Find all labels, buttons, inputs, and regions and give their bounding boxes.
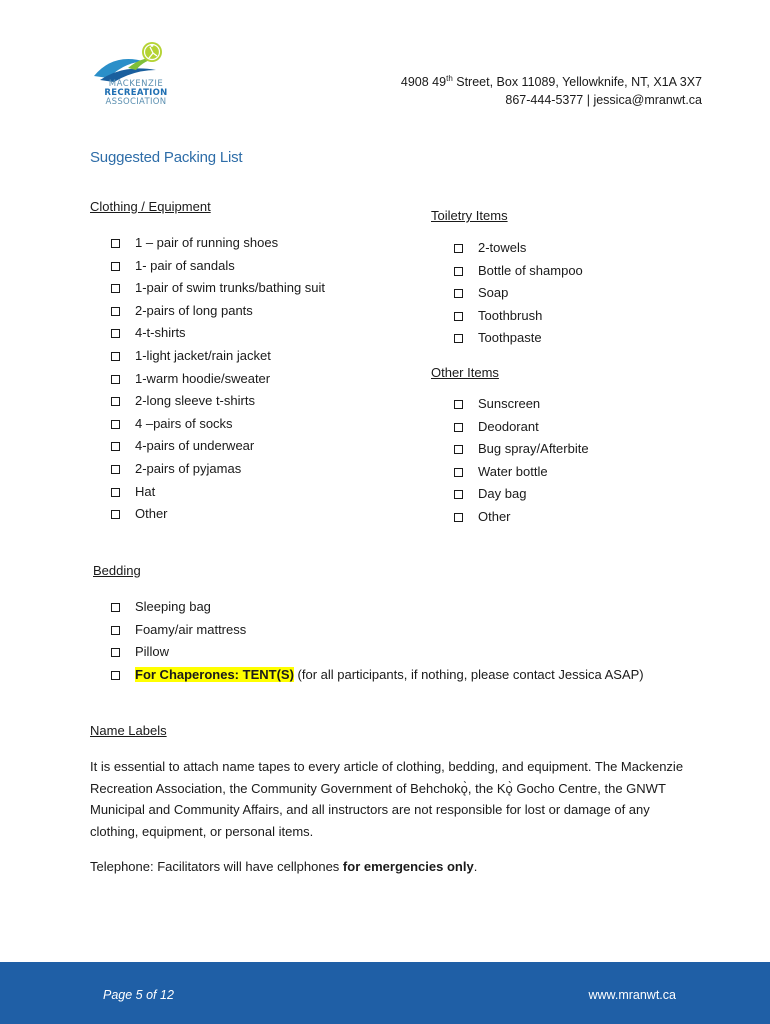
checklist-item-label: Other	[478, 508, 511, 524]
checklist-item	[454, 282, 583, 305]
checklist-item-label: Bottle of shampoo	[478, 262, 583, 278]
chaperone-note: (for all participants, if nothing, please contact Jessica ASAP)	[293, 666, 644, 682]
name-labels-paragraph: It is essential to attach name tapes to every article of clothing, bedding, and equipment. The Mackenzie Recreation Association, the Community Government of Behchokǫ̀, the Kǫ̀ Gocho Centre, the GNWT Municipal and Community Affairs, and all instructors are not responsible for lost or damage of any clothing, equipment, or personal items.	[90, 759, 684, 839]
checkbox-icon[interactable]	[454, 289, 463, 298]
checklist-item-label: Other	[135, 506, 168, 522]
checklist-item	[454, 438, 589, 461]
checklist-item	[111, 413, 325, 436]
checkbox-icon[interactable]	[111, 397, 120, 406]
checklist-item	[454, 237, 583, 260]
checkbox-icon[interactable]	[454, 513, 463, 522]
checkbox-icon[interactable]	[111, 442, 120, 451]
checkbox-icon[interactable]	[111, 262, 120, 271]
checkbox-icon[interactable]	[454, 267, 463, 276]
checklist-item	[111, 300, 325, 323]
toiletry-checklist	[454, 237, 583, 350]
checklist-item	[111, 596, 644, 619]
checkbox-icon[interactable]	[111, 284, 120, 293]
checkbox-icon[interactable]	[454, 334, 463, 343]
checklist-item	[111, 390, 325, 413]
checklist-item-label: 1-light jacket/rain jacket	[135, 347, 271, 363]
logo-line-2: RECREATION	[104, 88, 168, 98]
checklist-item	[111, 277, 325, 300]
clothing-checklist	[111, 232, 325, 526]
logo	[84, 38, 184, 118]
checklist-item	[111, 322, 325, 345]
checklist-item-label: 4-pairs of underwear	[135, 438, 255, 454]
checkbox-icon[interactable]	[111, 239, 120, 248]
checklist-item-label: Water bottle	[478, 463, 548, 479]
checkbox-icon[interactable]	[111, 671, 120, 680]
checklist-item-label: Soap	[478, 285, 509, 301]
toiletry-heading: Toiletry Items	[431, 208, 508, 223]
checkbox-icon[interactable]	[454, 490, 463, 499]
contact-line: 867-444-5377 | jessica@mranwt.ca	[505, 93, 702, 108]
checkbox-icon[interactable]	[454, 400, 463, 409]
checklist-item-label: 4-t-shirts	[135, 325, 186, 341]
checklist-item-label: Day bag	[478, 486, 527, 502]
checklist-item-label: 2-towels	[478, 240, 527, 255]
checklist-item-label: Sleeping bag	[135, 599, 211, 614]
checkbox-icon[interactable]	[111, 603, 120, 612]
checkbox-icon[interactable]	[111, 648, 120, 657]
checklist-item-label: Pillow	[135, 644, 169, 660]
checklist-item-label: Toothbrush	[478, 307, 543, 323]
checkbox-icon[interactable]	[111, 420, 120, 429]
logo-wordmark	[96, 80, 176, 107]
logo-line-1: MACKENZIE	[108, 79, 164, 89]
checkbox-icon[interactable]	[111, 329, 120, 338]
checklist-item-label: 4 –pairs of socks	[135, 415, 233, 431]
checklist-item	[454, 260, 583, 283]
checkbox-icon[interactable]	[454, 468, 463, 477]
checklist-item-label: 2-long sleeve t-shirts	[135, 393, 255, 409]
website-link[interactable]: www.mranwt.ca	[588, 988, 676, 1002]
checklist-item	[454, 506, 589, 529]
checklist-item-label: 1 – pair of running shoes	[135, 235, 279, 250]
name-labels-heading: Name Labels	[90, 723, 167, 738]
checkbox-icon[interactable]	[454, 244, 463, 253]
page-title: Suggested Packing List	[90, 149, 243, 166]
checklist-item	[111, 619, 644, 642]
chaperone-highlight: For Chaperones: TENT(S)	[135, 666, 294, 682]
checklist-item	[111, 232, 325, 255]
checkbox-icon[interactable]	[111, 488, 120, 497]
checklist-item	[454, 305, 583, 328]
checklist-item	[454, 483, 589, 506]
checklist-item-label: Toothpaste	[478, 330, 542, 346]
telephone-note: Telephone: Facilitators will have cellphones for emergencies only.	[90, 859, 478, 874]
checkbox-icon[interactable]	[111, 375, 120, 384]
checklist-item-label: 2-pairs of long pants	[135, 302, 253, 318]
checkbox-icon[interactable]	[111, 626, 120, 635]
checkbox-icon[interactable]	[111, 510, 120, 519]
logo-line-3: ASSOCIATION	[105, 97, 167, 107]
checklist-item	[454, 393, 589, 416]
checklist-item	[111, 345, 325, 368]
checkbox-icon[interactable]	[111, 352, 120, 361]
page-number: Page 5 of 12	[103, 988, 174, 1002]
checklist-item-label: 1- pair of sandals	[135, 257, 235, 273]
checkbox-icon[interactable]	[454, 423, 463, 432]
checkbox-icon[interactable]	[454, 312, 463, 321]
bedding-checklist	[111, 596, 644, 686]
checklist-item-label: Foamy/air mattress	[135, 621, 247, 637]
checklist-item	[111, 641, 644, 664]
other-checklist	[454, 393, 589, 529]
clothing-heading: Clothing / Equipment	[90, 199, 211, 214]
other-heading: Other Items	[431, 365, 499, 380]
checklist-item-label: Hat	[135, 483, 156, 499]
page-footer	[0, 962, 770, 1024]
checkbox-icon[interactable]	[454, 445, 463, 454]
checklist-item	[111, 503, 325, 526]
checklist-item-label: Sunscreen	[478, 396, 541, 411]
checklist-item	[454, 416, 589, 439]
checklist-item	[111, 481, 325, 504]
checklist-item	[111, 255, 325, 278]
checklist-item-label: Deodorant	[478, 418, 539, 434]
checkbox-icon[interactable]	[111, 307, 120, 316]
checklist-item	[111, 435, 325, 458]
checklist-item	[454, 327, 583, 350]
checklist-item	[111, 368, 325, 391]
checklist-item-label: 2-pairs of pyjamas	[135, 460, 242, 476]
checklist-item-label: 1-pair of swim trunks/bathing suit	[135, 280, 326, 296]
checklist-item	[454, 461, 589, 484]
checklist-item-label: 1-warm hoodie/sweater	[135, 370, 271, 386]
chaperone-tent-item	[111, 664, 644, 687]
bedding-heading: Bedding	[93, 563, 141, 578]
header-address	[401, 70, 702, 109]
street-address: 4908 49th Street, Box 11089, Yellowknife, NT, X1A 3X7	[400, 74, 702, 90]
checkbox-icon[interactable]	[111, 465, 120, 474]
checklist-item-label: Bug spray/Afterbite	[478, 441, 589, 457]
checklist-item	[111, 458, 325, 481]
